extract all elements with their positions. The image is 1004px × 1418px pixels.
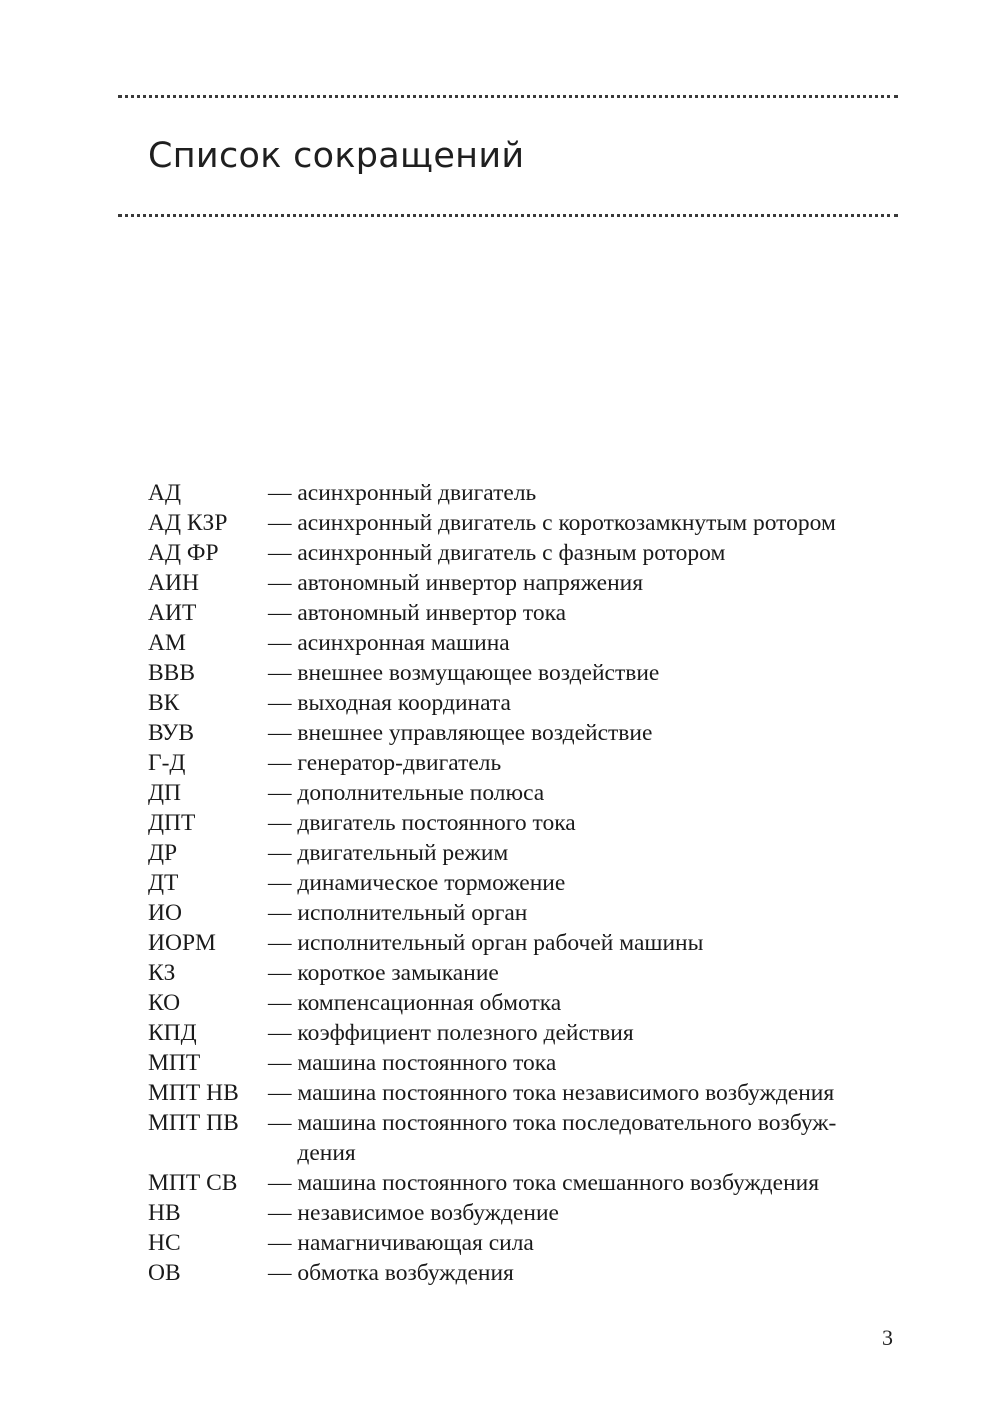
definition-text: короткое замыкание [297, 960, 499, 986]
abbreviation-entry [148, 538, 908, 568]
abbreviation-definition [297, 688, 511, 718]
abbreviation-entry [148, 508, 908, 538]
definition-text: машина постоянного тока [297, 1050, 557, 1076]
em-dash: — [268, 930, 298, 956]
abbreviation-term: КПД [148, 1020, 197, 1046]
em-dash: — [268, 750, 298, 776]
abbreviation-entry [148, 1168, 908, 1198]
definition-text: асинхронный двигатель [297, 480, 537, 506]
definition-text: исполнительный орган рабочей машины [297, 930, 704, 956]
definition-text: компенсационная обмотка [297, 990, 562, 1016]
em-dash: — [268, 660, 298, 686]
definition-continuation: дения [297, 1140, 356, 1166]
abbreviation-entry [148, 568, 908, 598]
abbreviation-entry [148, 628, 908, 658]
abbreviation-definition [297, 508, 835, 538]
abbreviation-term: ДТ [148, 870, 179, 896]
abbreviation-definition [297, 1198, 559, 1228]
abbreviation-term: НС [148, 1230, 181, 1256]
abbreviation-term: КО [148, 990, 181, 1016]
em-dash: — [268, 840, 298, 866]
em-dash: — [268, 1260, 298, 1286]
abbreviation-definition [297, 988, 561, 1018]
abbreviation-term: МПТ [148, 1050, 201, 1076]
em-dash: — [268, 1230, 298, 1256]
chapter-title: Список сокращений [148, 136, 525, 176]
abbreviation-term: АИТ [148, 600, 197, 626]
abbreviation-term: АМ [148, 630, 186, 656]
abbreviation-entry [148, 718, 908, 748]
em-dash: — [268, 600, 298, 626]
definition-text: генератор-двигатель [297, 750, 502, 776]
definition-text: автономный инвертор тока [297, 600, 567, 626]
definition-text: намагничивающая сила [297, 1230, 534, 1256]
em-dash: — [268, 570, 298, 596]
abbreviation-definition [297, 718, 652, 748]
definition-text: автономный инвертор напряжения [297, 570, 644, 596]
em-dash: — [268, 510, 298, 536]
abbreviation-entry [148, 838, 908, 868]
abbreviation-entry [148, 808, 908, 838]
abbreviation-term: ВК [148, 690, 180, 716]
abbreviation-term: ИО [148, 900, 182, 926]
abbreviation-term: ОВ [148, 1260, 181, 1286]
abbreviation-term: ДП [148, 780, 182, 806]
definition-text: асинхронный двигатель с короткозамкнутым ротором [297, 510, 836, 536]
abbreviation-term: ИОРМ [148, 930, 216, 956]
abbreviation-definition [297, 958, 498, 988]
abbreviation-definition [297, 778, 544, 808]
abbreviation-term: ВУВ [148, 720, 195, 746]
em-dash: — [268, 1170, 298, 1196]
abbreviation-term: АД ФР [148, 540, 219, 566]
abbreviation-entry [148, 1258, 908, 1288]
abbreviation-definition [297, 748, 501, 778]
definition-text: машина постоянного тока последовательного возбуж- [297, 1110, 837, 1136]
em-dash: — [268, 1200, 298, 1226]
definition-text: выходная координата [297, 690, 511, 716]
abbreviation-entry [148, 1018, 908, 1048]
abbreviation-definition [297, 1078, 834, 1108]
definition-text: внешнее возмущающее воздействие [297, 660, 660, 686]
em-dash: — [268, 1080, 298, 1106]
definition-text: независимое возбуждение [297, 1200, 559, 1226]
abbreviation-definition [297, 1048, 556, 1078]
em-dash: — [268, 1110, 298, 1136]
abbreviation-list [148, 478, 908, 1288]
abbreviation-entry [148, 1228, 908, 1258]
abbreviation-definition [297, 1228, 533, 1258]
em-dash: — [268, 960, 298, 986]
definition-text: машина постоянного тока независимого возбуждения [297, 1080, 835, 1106]
definition-text: дополнительные полюса [297, 780, 545, 806]
abbreviation-definition [297, 838, 508, 868]
abbreviation-definition [297, 598, 566, 628]
abbreviation-entry [148, 1078, 908, 1108]
abbreviation-term: НВ [148, 1200, 181, 1226]
em-dash: — [268, 780, 298, 806]
em-dash: — [268, 720, 298, 746]
definition-text: двигатель постоянного тока [297, 810, 576, 836]
abbreviation-term: КЗ [148, 960, 176, 986]
definition-text: исполнительный орган [297, 900, 528, 926]
abbreviation-entry [148, 898, 908, 928]
em-dash: — [268, 480, 298, 506]
abbreviation-definition [297, 808, 575, 838]
abbreviation-entry [148, 958, 908, 988]
abbreviation-definition [297, 658, 659, 688]
abbreviation-definition [297, 628, 509, 658]
em-dash: — [268, 1020, 298, 1046]
em-dash: — [268, 630, 298, 656]
definition-text: асинхронный двигатель с фазным ротором [297, 540, 726, 566]
abbreviation-term: Г-Д [148, 750, 186, 776]
abbreviation-entry [148, 1048, 908, 1078]
abbreviation-entry [148, 1108, 908, 1168]
em-dash: — [268, 990, 298, 1016]
em-dash: — [268, 870, 298, 896]
abbreviation-term: ВВВ [148, 660, 196, 686]
abbreviation-entry [148, 868, 908, 898]
abbreviation-entry [148, 478, 908, 508]
abbreviation-term: ДР [148, 840, 178, 866]
abbreviation-entry [148, 928, 908, 958]
abbreviation-definition [297, 568, 643, 598]
abbreviation-definition [297, 1108, 836, 1168]
definition-text: коэффициент полезного действия [297, 1020, 634, 1046]
em-dash: — [268, 810, 298, 836]
abbreviation-term: МПТ СВ [148, 1170, 238, 1196]
abbreviation-entry [148, 1198, 908, 1228]
abbreviation-term: МПТ НВ [148, 1080, 239, 1106]
abbreviation-definition [297, 1018, 633, 1048]
definition-text: асинхронная машина [297, 630, 510, 656]
definition-text: внешнее управляющее воздействие [297, 720, 653, 746]
abbreviation-term: МПТ ПВ [148, 1110, 239, 1136]
abbreviation-term: АД КЗР [148, 510, 228, 536]
abbreviation-definition [297, 898, 527, 928]
top-dotted-rule [118, 95, 898, 98]
abbreviation-definition [297, 868, 565, 898]
abbreviation-term: АД [148, 480, 182, 506]
em-dash: — [268, 540, 298, 566]
definition-text: машина постоянного тока смешанного возбуждения [297, 1170, 820, 1196]
abbreviation-entry [148, 688, 908, 718]
em-dash: — [268, 1050, 298, 1076]
definition-text: обмотка возбуждения [297, 1260, 514, 1286]
abbreviation-entry [148, 988, 908, 1018]
abbreviation-entry [148, 748, 908, 778]
abbreviation-entry [148, 778, 908, 808]
em-dash: — [268, 900, 298, 926]
abbreviation-definition [297, 478, 536, 508]
abbreviation-definition [297, 1258, 513, 1288]
abbreviation-entry [148, 658, 908, 688]
abbreviation-entry [148, 598, 908, 628]
abbreviation-term: ДПТ [148, 810, 196, 836]
page-number: 3 [882, 1325, 893, 1350]
abbreviation-definition [297, 928, 703, 958]
abbreviation-term: АИН [148, 570, 199, 596]
definition-text: двигательный режим [297, 840, 509, 866]
definition-text: динамическое торможение [297, 870, 566, 896]
em-dash: — [268, 690, 298, 716]
abbreviation-definition [297, 538, 725, 568]
abbreviation-definition [297, 1168, 819, 1198]
bottom-dotted-rule [118, 214, 898, 217]
